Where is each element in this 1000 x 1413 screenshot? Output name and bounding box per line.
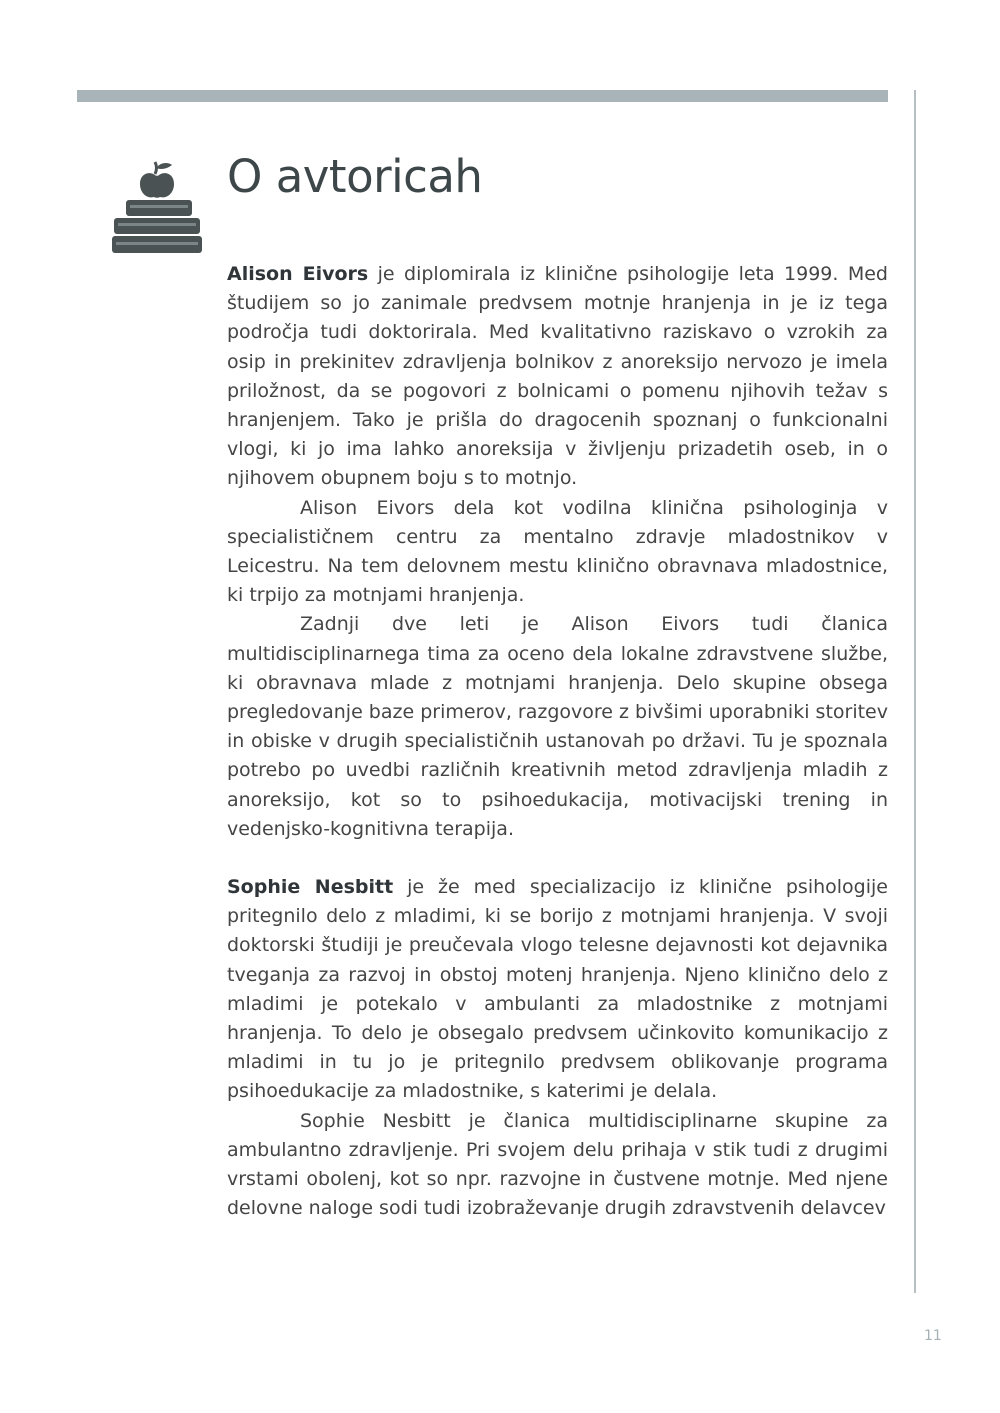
- body-text: [227, 260, 888, 1224]
- paragraph-text: je že med specializacijo iz klinične psihologije pritegnilo delo z mladimi, ki se borijo z motnjami hranjenja. V svoji doktorski študiji je preučevala vlogo telesne dejavnosti kot dejavnika tveganja za razvoj in obstoj motenj hranjenja. Njeno klinično delo z mladimi je potekalo v ambulanti za mladostnike z motnjami hranjenja. To delo je obsegalo predvsem učinkovito komunikacijo z mladimi in tu jo je pritegnilo predvsem oblikovanje programa psihoedukacije za mladostnike, s katerimi je delala.: [227, 876, 888, 1103]
- author-name: Alison Eivors: [227, 263, 369, 285]
- paragraph-text: je diplomirala iz klinične psihologije leta 1999. Med študijem so jo zanimale predvsem motnje hranjenja in je iz tega področja tudi doktorirala. Med kvalitativno raziskavo o vzrokih za osip in prekinitev zdravljenja bolnikov z anoreksijo nervozo je imela priložnost, da se pogovori z bolnicami o pomenu njihovih težav s hranjenjem. Tako je prišla do dragocenih spoznanj o funkcionalni vlogi, ki jo ima lahko anoreksija v življenju prizadetih oseb, in o njihovem obupnem boju s to motnjo.: [227, 263, 888, 490]
- page-title: O avtoricah: [227, 150, 483, 203]
- paragraph: [227, 260, 888, 494]
- paragraph: [227, 873, 888, 1107]
- top-rule: [77, 90, 888, 102]
- paragraph: Alison Eivors dela kot vodilna klinična psihologinja v specialističnem centru za mentalno zdravje mladostnikov v Leicestru. Na tem delovnem mestu klinično obravnava mladostnice, ki trpijo za motnjami hranjenja.: [227, 496, 888, 607]
- page-number: 11: [924, 1328, 942, 1344]
- books-with-apple-icon: [108, 158, 204, 258]
- paragraph: Sophie Nesbitt je članica multidisciplinarne skupine za ambulantno zdravljenje. Pri svojem delu prihaja v stik tudi z drugimi vrstami obolenj, kot so npr. razvojne in čustvene motnje. Med njene delovne naloge sodi tudi izobraževanje drugih zdravstvenih delavcev: [227, 1109, 888, 1220]
- side-rule: [914, 90, 916, 1293]
- author-name: Sophie Nesbitt: [227, 876, 394, 899]
- paragraph: Zadnji dve leti je Alison Eivors tudi članica multidisciplinarnega tima za oceno dela lokalne zdravstvene službe, ki obravnava mlade z motnjami hranjenja. Delo skupine obsega pregledovanje baze primerov, razgovore z bivšimi uporabniki storitev in obiske v drugih specialističnih ustanovah po državi. Tu je spoznala potrebo po uvedbi različnih kreativnih metod zdravljenja mladih z anoreksijo, kot so to psihoedukacija, motivacijski trening in vedenjsko-kognitivna terapija.: [227, 613, 888, 840]
